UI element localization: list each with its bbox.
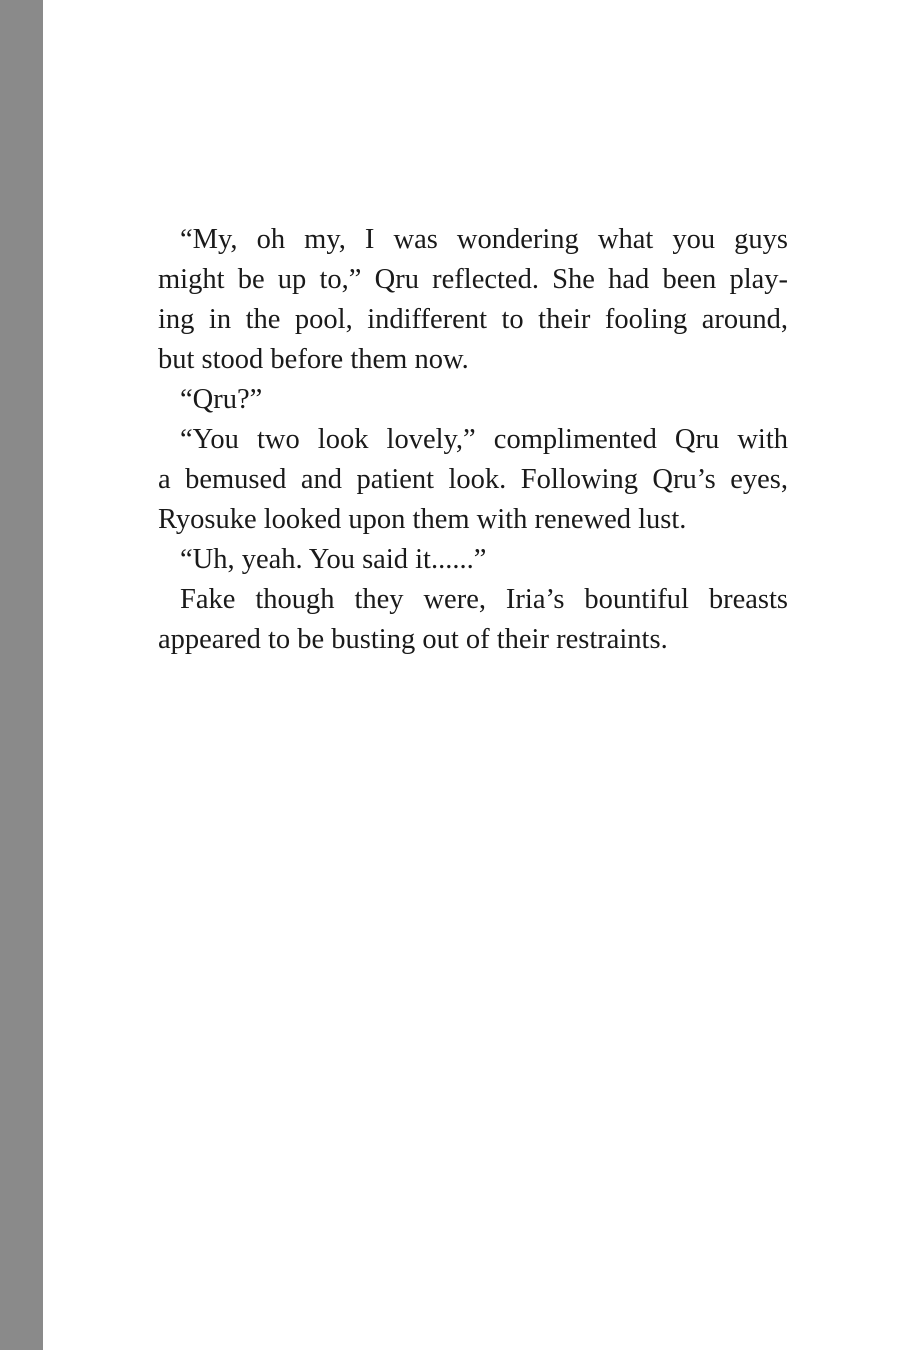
text-line: might be up to,” Qru reflected. She had been play-: [158, 264, 788, 295]
text-line: “Qru?”: [180, 384, 263, 415]
text-line: Ryosuke looked upon them with renewed lust.: [158, 504, 687, 535]
text-line: “My, oh my, I was wondering what you guys: [180, 224, 788, 255]
text-line: Fake though they were, Iria’s bountiful breasts: [180, 584, 788, 615]
text-line: “You two look lovely,” complimented Qru with: [180, 424, 788, 455]
page-binding-edge: [0, 0, 43, 1350]
text-line: appeared to be busting out of their restraints.: [158, 624, 668, 655]
text-line: a bemused and patient look. Following Qru’s eyes,: [158, 464, 788, 495]
body-text: [158, 220, 788, 660]
text-line: “Uh, yeah. You said it......”: [180, 544, 487, 575]
text-line: but stood before them now.: [158, 344, 469, 375]
text-line: ing in the pool, indifferent to their fooling around,: [158, 304, 788, 335]
